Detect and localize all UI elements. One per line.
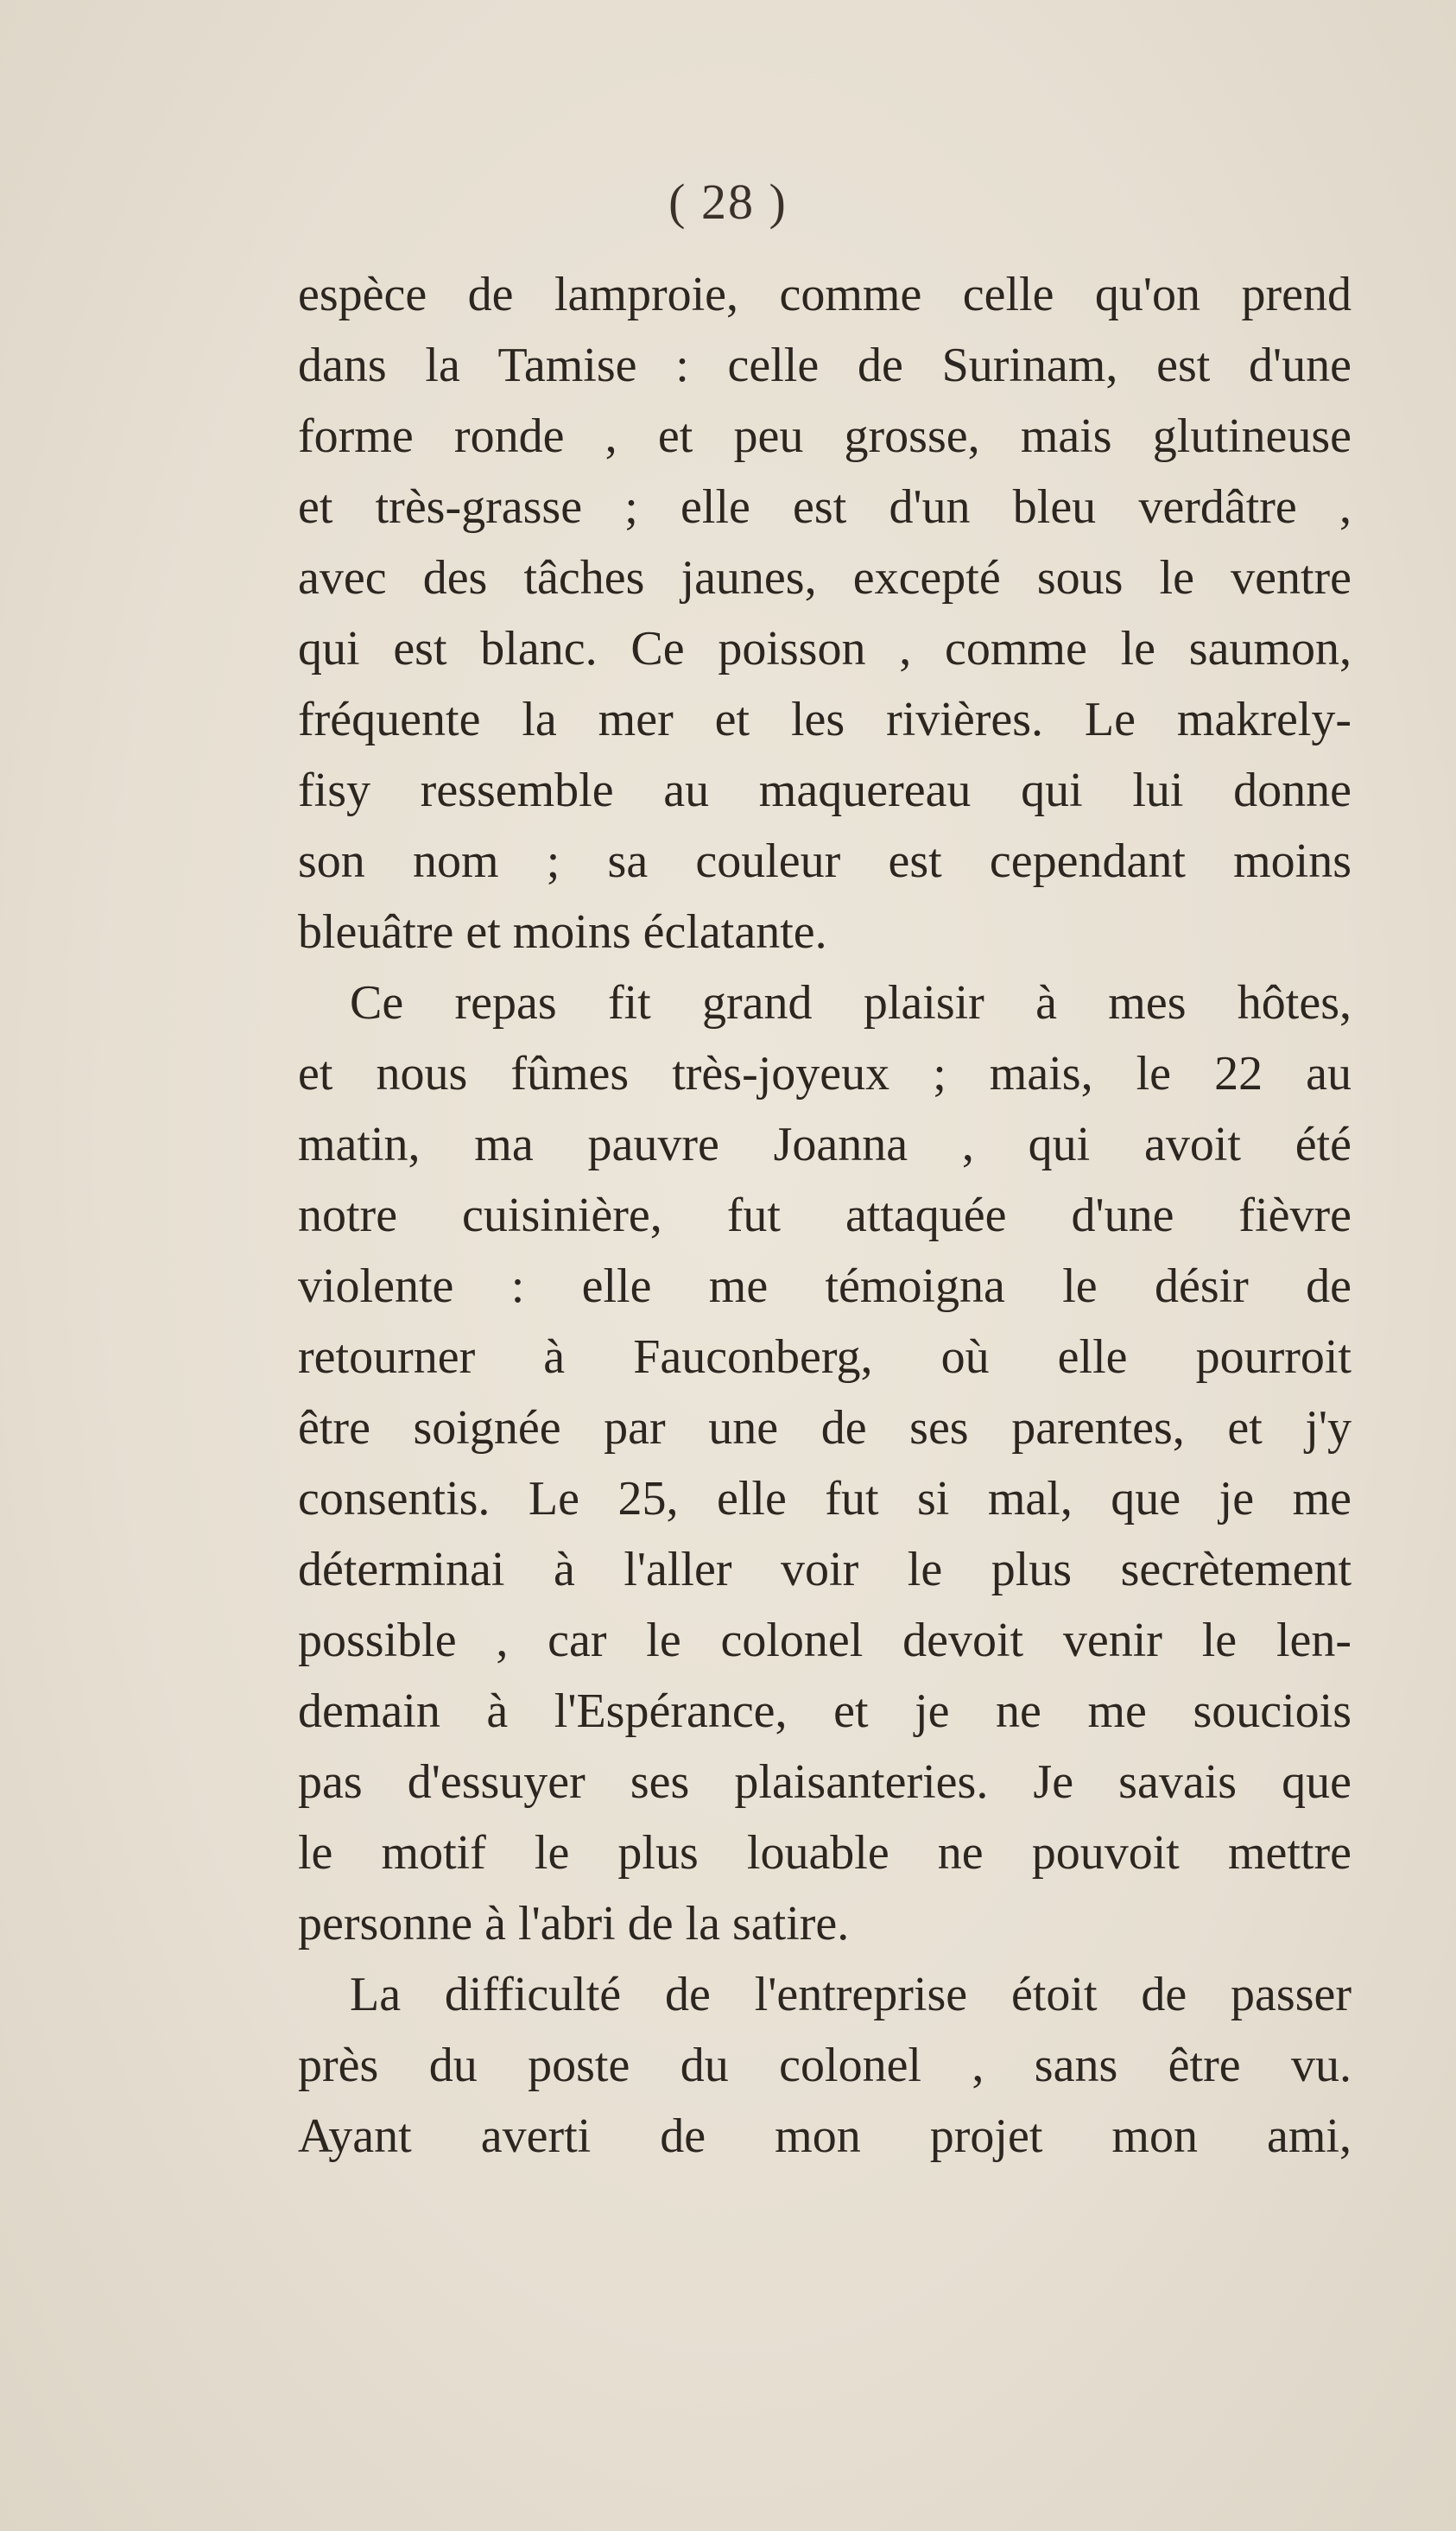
text-line: et très-grasse ; elle est d'un bleu verdâtre , bbox=[298, 480, 1352, 534]
text-line: fréquente la mer et les rivières. Le makrely- bbox=[298, 693, 1352, 746]
text-line: déterminai à l'aller voir le plus secrètement bbox=[298, 1543, 1352, 1596]
text-line: violente : elle me témoigna le désir de bbox=[298, 1259, 1352, 1313]
text-line: être soignée par une de ses parentes, et j'y bbox=[298, 1401, 1352, 1455]
paragraph-1 bbox=[298, 259, 1352, 967]
text-line: son nom ; sa couleur est cependant moins bbox=[298, 834, 1352, 888]
text-line: dans la Tamise : celle de Surinam, est d'une bbox=[298, 339, 1352, 392]
text-line: matin, ma pauvre Joanna , qui avoit été bbox=[298, 1118, 1352, 1171]
text-line: fisy ressemble au maquereau qui lui donne bbox=[298, 764, 1352, 817]
text-line: Ce repas fit grand plaisir à mes hôtes, bbox=[350, 976, 1352, 1030]
paragraph-3 bbox=[298, 1959, 1352, 2172]
text-line: La difficulté de l'entreprise étoit de passer bbox=[350, 1968, 1352, 2021]
text-line: Ayant averti de mon projet mon ami, bbox=[298, 2109, 1352, 2163]
page-number: ( 28 ) bbox=[668, 174, 788, 230]
text-line: notre cuisinière, fut attaquée d'une fièvre bbox=[298, 1189, 1352, 1242]
text-line: consentis. Le 25, elle fut si mal, que je me bbox=[298, 1472, 1352, 1526]
text-line: bleuâtre et moins éclatante. bbox=[298, 905, 827, 959]
text-line: personne à l'abri de la satire. bbox=[298, 1897, 850, 1951]
paragraph-2 bbox=[298, 967, 1352, 1959]
text-line: demain à l'Espérance, et je ne me souciois bbox=[298, 1684, 1352, 1738]
text-line: qui est blanc. Ce poisson , comme le saumon, bbox=[298, 622, 1352, 676]
text-line: et nous fûmes très-joyeux ; mais, le 22 au bbox=[298, 1047, 1352, 1101]
text-line: près du poste du colonel , sans être vu. bbox=[298, 2039, 1352, 2092]
text-line: forme ronde , et peu grosse, mais glutineuse bbox=[298, 409, 1352, 463]
text-line: possible , car le colonel devoit venir le len- bbox=[298, 1614, 1352, 1667]
body-text bbox=[298, 259, 1352, 2172]
text-line: le motif le plus louable ne pouvoit mettre bbox=[298, 1826, 1352, 1880]
text-line: pas d'essuyer ses plaisanteries. Je savais que bbox=[298, 1755, 1352, 1809]
text-line: avec des tâches jaunes, excepté sous le ventre bbox=[298, 551, 1352, 605]
text-line: retourner à Fauconberg, où elle pourroit bbox=[298, 1330, 1352, 1384]
text-line: espèce de lamproie, comme celle qu'on prend bbox=[298, 268, 1352, 321]
